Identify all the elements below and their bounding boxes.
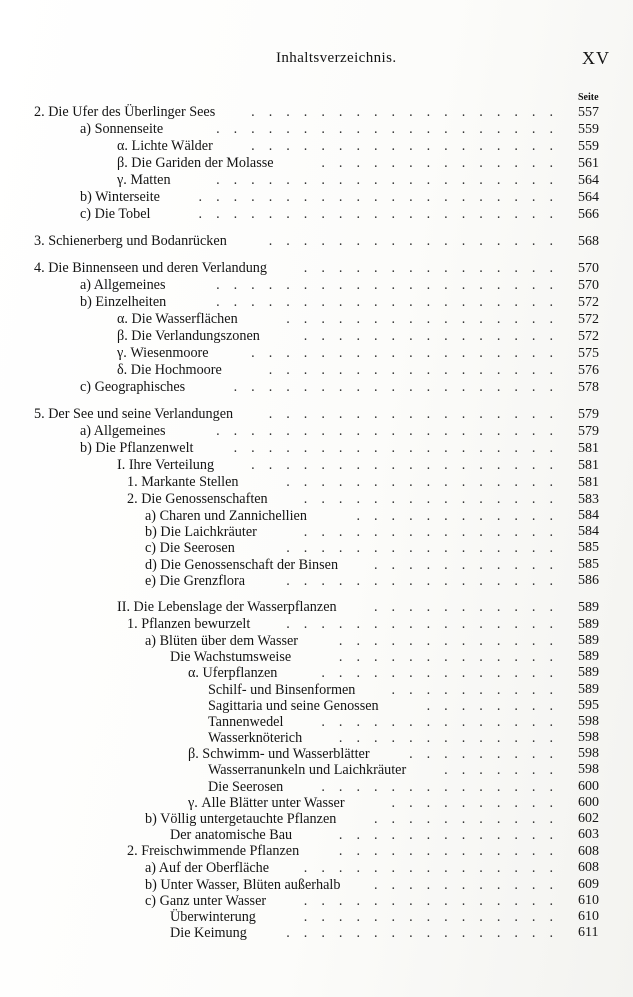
toc-entry xyxy=(0,762,633,778)
toc-entry xyxy=(0,877,633,893)
dot-leader: ........... xyxy=(373,598,567,615)
dot-leader: ............... xyxy=(303,892,567,909)
dot-leader: ............. xyxy=(338,649,567,666)
toc-entry-page: 585 xyxy=(578,540,599,556)
dot-leader: ....... xyxy=(444,762,567,779)
toc-entry xyxy=(0,294,633,311)
toc-entry-title: δ. Die Hochmoore xyxy=(117,362,222,378)
toc-entry xyxy=(0,345,633,362)
toc-entry xyxy=(0,746,633,762)
dot-leader: ................... xyxy=(233,440,567,456)
toc-entry xyxy=(0,925,633,941)
toc-entry-page: 589 xyxy=(578,632,599,648)
toc-entry xyxy=(0,260,633,277)
toc-entry-title: b) Die Pflanzenwelt xyxy=(80,440,194,456)
toc-entry-page: 602 xyxy=(578,811,599,826)
toc-entry-title: 2. Die Genossenschaften xyxy=(127,491,268,507)
dot-leader: ........... xyxy=(373,876,567,893)
toc-entry-page: 611 xyxy=(578,925,599,941)
toc-entry xyxy=(0,121,633,138)
toc-entry-page: 589 xyxy=(578,649,599,665)
toc-entry xyxy=(0,206,633,223)
toc-entry xyxy=(0,540,633,556)
toc-entry-page: 568 xyxy=(578,234,599,249)
toc-entry xyxy=(0,633,633,649)
toc-entry-title: a) Sonnenseite xyxy=(80,121,164,137)
toc-entry-page: 570 xyxy=(578,261,599,276)
toc-entry-page: 589 xyxy=(578,616,599,632)
toc-entry-page: 600 xyxy=(578,794,599,810)
toc-entry-page: 570 xyxy=(578,278,599,293)
toc-entry xyxy=(0,508,633,524)
toc-entry-title: Wasserknöterich xyxy=(208,730,303,747)
toc-entry-title: 2. Die Ufer des Überlinger Sees xyxy=(34,104,216,120)
toc-entry-title: a) Auf der Oberfläche xyxy=(145,860,270,877)
toc-entry xyxy=(0,491,633,508)
toc-entry-title: Die Keimung xyxy=(170,925,247,942)
dot-leader: ................ xyxy=(286,540,567,557)
dot-leader: ..................... xyxy=(198,189,567,205)
toc-entry-title: α. Die Wasserflächen xyxy=(117,311,238,327)
toc-entry-page: 584 xyxy=(578,524,599,540)
dot-leader: ........... xyxy=(373,811,567,827)
toc-entry xyxy=(0,311,633,328)
running-header-title: Inhaltsverzeichnis. xyxy=(276,50,397,66)
toc-entry-page: 564 xyxy=(578,173,599,188)
toc-entry-title: d) Die Genossenschaft der Binsen xyxy=(145,556,339,573)
toc-entry-title: c) Ganz unter Wasser xyxy=(145,892,267,909)
toc-entry-page: 603 xyxy=(578,827,599,843)
toc-entry-title: b) Die Laichkräuter xyxy=(145,524,257,541)
dot-leader: .......... xyxy=(391,794,567,811)
toc-entry-title: β. Schwimm- und Wasserblätter xyxy=(188,746,370,763)
dot-leader: .................... xyxy=(216,121,567,137)
toc-entry xyxy=(0,811,633,827)
toc-entry xyxy=(0,714,633,730)
toc-entry-title: 1. Markante Stellen xyxy=(127,474,239,490)
dot-leader: .................. xyxy=(251,104,567,120)
toc-entry-page: 598 xyxy=(578,730,599,746)
toc-entry-page: 583 xyxy=(578,492,599,507)
toc-entry-title: Tannenwedel xyxy=(208,713,284,730)
toc-entry xyxy=(0,843,633,860)
toc-entry-title: II. Die Lebenslage der Wasserpflanzen xyxy=(117,598,337,615)
dot-leader: ................ xyxy=(286,474,567,490)
toc-entry xyxy=(0,457,633,474)
toc-entry-title: β. Die Verlandungszonen xyxy=(117,328,260,344)
page-number-roman: XV xyxy=(582,48,610,68)
dot-leader: ................. xyxy=(268,406,567,422)
dot-leader: ............. xyxy=(338,730,567,747)
toc-entry-title: γ. Alle Blätter unter Wasser xyxy=(188,794,345,811)
toc-entry-title: Sagittaria und seine Genossen xyxy=(208,697,379,714)
toc-entry-title: γ. Matten xyxy=(117,172,171,188)
toc-entry xyxy=(0,423,633,440)
dot-leader: ................ xyxy=(286,311,567,327)
toc-entry-page: 575 xyxy=(578,346,599,361)
dot-leader: ................ xyxy=(286,925,567,942)
toc-entry-page: 572 xyxy=(578,295,599,310)
toc-entry-page: 566 xyxy=(578,207,599,222)
dot-leader: ................ xyxy=(286,615,567,632)
toc-entry xyxy=(0,730,633,746)
dot-leader: ................. xyxy=(268,233,567,249)
toc-entry-page: 598 xyxy=(578,713,599,729)
toc-entry-page: 581 xyxy=(578,458,599,473)
dot-leader: ............. xyxy=(338,632,567,649)
toc-entry-page: 578 xyxy=(578,380,599,395)
toc-entry xyxy=(0,277,633,294)
toc-entry-title: 5. Der See und seine Verlandungen xyxy=(34,406,234,422)
column-header-seite: Seite xyxy=(578,92,599,103)
toc-entry-page: 584 xyxy=(578,508,599,523)
toc-entry-title: a) Blüten über dem Wasser xyxy=(145,632,299,649)
toc-entry-page: 610 xyxy=(578,892,599,908)
toc-entry-page: 572 xyxy=(578,312,599,327)
toc-entry-page: 608 xyxy=(578,844,599,860)
toc-entry-title: Der anatomische Bau xyxy=(170,827,293,844)
dot-leader: .................. xyxy=(251,138,567,154)
toc-entry-page: 559 xyxy=(578,139,599,154)
toc-entry-title: c) Geographisches xyxy=(80,379,186,395)
toc-entry-title: a) Charen und Zannichellien xyxy=(145,508,307,524)
toc-entry-title: Wasserranunkeln und Laichkräuter xyxy=(208,762,407,779)
toc-entry xyxy=(0,474,633,491)
toc-entry-title: a) Allgemeines xyxy=(80,423,166,439)
toc-entry xyxy=(0,698,633,714)
toc-entry-title: b) Einzelheiten xyxy=(80,294,167,310)
toc-entry xyxy=(0,233,633,250)
toc-entry xyxy=(0,155,633,172)
toc-entry xyxy=(0,104,633,121)
dot-leader: .................... xyxy=(216,172,567,188)
toc-entry-title: 1. Pflanzen bewurzelt xyxy=(127,615,251,632)
toc-entry xyxy=(0,860,633,876)
toc-entry xyxy=(0,795,633,811)
toc-entry xyxy=(0,328,633,345)
dot-leader: ............... xyxy=(303,860,567,877)
toc-entry xyxy=(0,138,633,155)
toc-entry-title: Die Seerosen xyxy=(208,778,284,795)
toc-entry xyxy=(0,616,633,633)
toc-entry-title: b) Völlig untergetauchte Pflanzen xyxy=(145,811,337,827)
toc-entry-page: 579 xyxy=(578,407,599,422)
toc-entry-page: 559 xyxy=(578,122,599,137)
toc-entry-page: 576 xyxy=(578,363,599,378)
toc-entry-title: β. Die Gariden der Molasse xyxy=(117,155,274,171)
toc-entry-title: c) Die Tobel xyxy=(80,206,151,222)
toc-entry-title: 2. Freischwimmende Pflanzen xyxy=(127,843,300,860)
dot-leader: .................... xyxy=(216,423,567,439)
toc-entry xyxy=(0,909,633,925)
toc-entry-page: 557 xyxy=(578,105,599,120)
toc-entry-page: 579 xyxy=(578,424,599,439)
toc-entry-page: 608 xyxy=(578,860,599,876)
toc-entry-page: 600 xyxy=(578,778,599,794)
toc-entry xyxy=(0,189,633,206)
toc-entry-page: 561 xyxy=(578,156,599,171)
toc-entry-page: 564 xyxy=(578,190,599,205)
dot-leader: ............ xyxy=(356,508,567,524)
toc-entry-title: γ. Wiesenmoore xyxy=(117,345,209,361)
toc-entry xyxy=(0,362,633,379)
dot-leader: .................... xyxy=(216,277,567,293)
toc-entry-title: 3. Schienerberg und Bodanrücken xyxy=(34,233,227,249)
toc-entry-page: 598 xyxy=(578,746,599,762)
toc-entry-title: a) Allgemeines xyxy=(80,277,166,293)
toc-entry-title: I. Ihre Verteilung xyxy=(117,457,215,473)
toc-entry-title: e) Die Grenzflora xyxy=(145,572,246,589)
dot-leader: ............... xyxy=(303,328,567,344)
toc-entry xyxy=(0,573,633,589)
dot-leader: .............. xyxy=(321,713,567,730)
toc-entry-page: 586 xyxy=(578,572,599,588)
toc-entry-title: Die Wachstumsweise xyxy=(170,649,292,666)
toc-entry xyxy=(0,665,633,681)
toc-entry-page: 581 xyxy=(578,475,599,490)
toc-entry xyxy=(0,379,633,396)
toc-entry-page: 610 xyxy=(578,908,599,924)
toc-entry-title: α. Uferpflanzen xyxy=(188,665,278,682)
toc-entry-page: 589 xyxy=(578,681,599,697)
dot-leader: ............... xyxy=(303,908,567,925)
toc-entry-title: Überwinterung xyxy=(170,908,256,925)
toc-entry-title: c) Die Seerosen xyxy=(145,540,235,557)
toc-entry xyxy=(0,406,633,423)
dot-leader: .............. xyxy=(321,155,567,171)
dot-leader: .................. xyxy=(251,457,567,473)
dot-leader: ............... xyxy=(303,260,567,276)
toc-entry xyxy=(0,557,633,573)
toc-entry-page: 598 xyxy=(578,762,599,778)
dot-leader: ............. xyxy=(338,843,567,860)
toc-entry xyxy=(0,524,633,540)
dot-leader: ......... xyxy=(409,746,567,763)
toc-entry-title: Schilf- und Binsenformen xyxy=(208,681,356,698)
dot-leader: ................... xyxy=(233,379,567,395)
dot-leader: .................... xyxy=(216,294,567,310)
dot-leader: .......... xyxy=(391,681,567,698)
dot-leader: .............. xyxy=(321,778,567,795)
toc-entry-page: 585 xyxy=(578,556,599,572)
toc-entry xyxy=(0,827,633,843)
toc-entry xyxy=(0,893,633,909)
dot-leader: .............. xyxy=(321,665,567,682)
dot-leader: ............... xyxy=(303,524,567,541)
table-of-contents xyxy=(0,104,633,941)
dot-leader: ............. xyxy=(338,827,567,844)
toc-entry xyxy=(0,172,633,189)
toc-entry xyxy=(0,440,633,457)
toc-entry-page: 589 xyxy=(578,665,599,681)
dot-leader: ........... xyxy=(373,556,567,573)
dot-leader: ............... xyxy=(303,491,567,507)
toc-entry-page: 595 xyxy=(578,697,599,713)
toc-entry-title: α. Lichte Wälder xyxy=(117,138,213,154)
dot-leader: ................ xyxy=(286,572,567,589)
toc-entry-page: 572 xyxy=(578,329,599,344)
toc-entry xyxy=(0,599,633,616)
dot-leader: ................. xyxy=(268,362,567,378)
toc-entry-title: 4. Die Binnenseen und deren Verlandung xyxy=(34,260,267,276)
dot-leader: .................. xyxy=(251,345,567,361)
dot-leader: ..................... xyxy=(198,206,567,222)
toc-entry-title: b) Winterseite xyxy=(80,189,160,205)
dot-leader: ........ xyxy=(426,697,567,714)
toc-entry xyxy=(0,779,633,795)
toc-entry-title: b) Unter Wasser, Blüten außerhalb xyxy=(145,876,341,893)
toc-entry-page: 609 xyxy=(578,876,599,892)
toc-entry xyxy=(0,682,633,698)
toc-entry xyxy=(0,649,633,665)
toc-entry-page: 581 xyxy=(578,441,599,456)
toc-entry-page: 589 xyxy=(578,599,599,615)
